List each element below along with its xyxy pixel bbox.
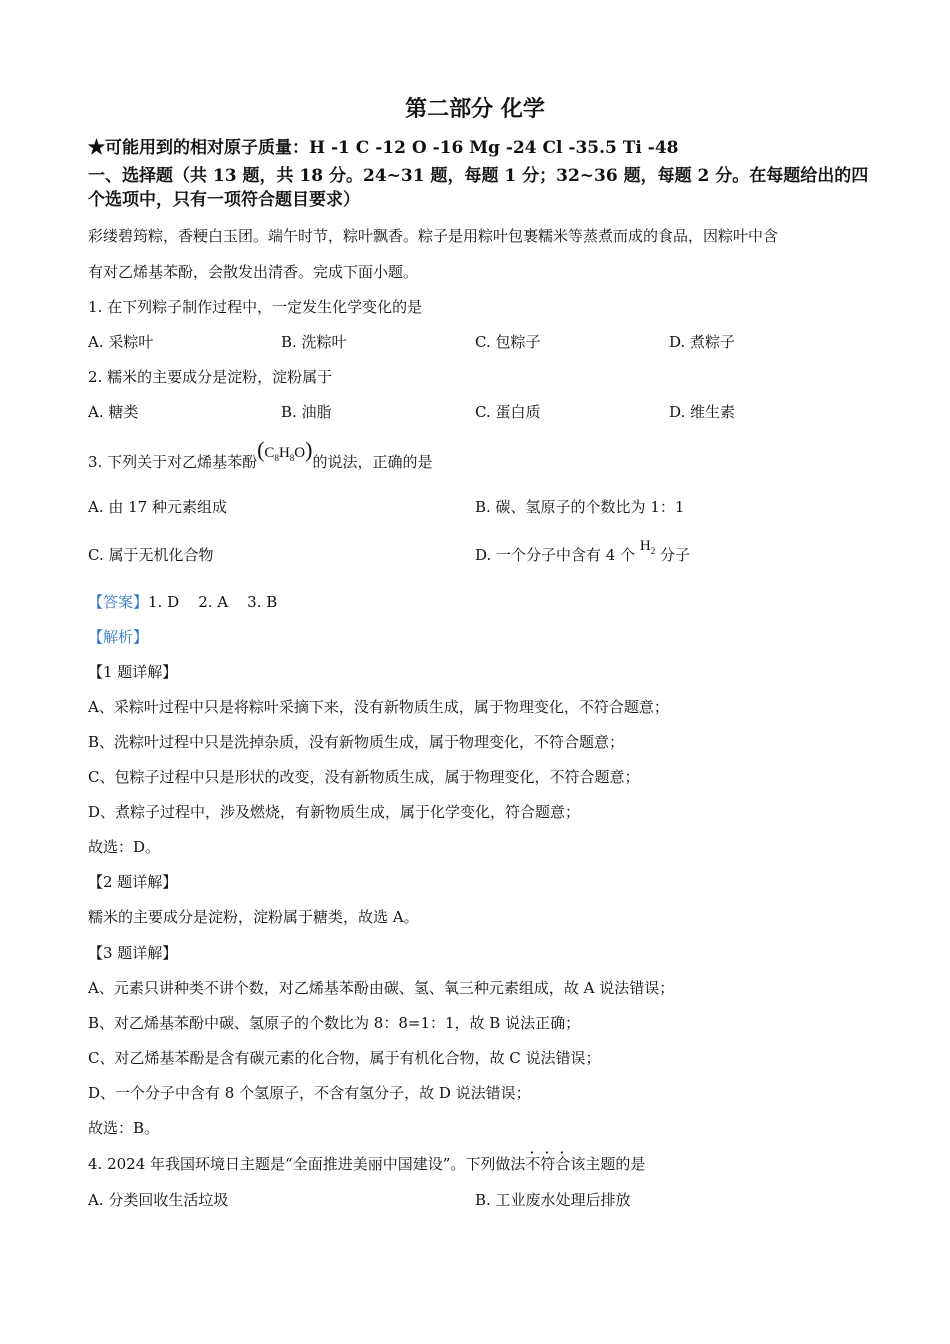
- passage-line-1: 彩缕碧筠粽，香粳白玉团。端午时节，粽叶飘香。粽子是用粽叶包裹糯米等蒸煮而成的食品，因粽叶中含: [88, 227, 779, 245]
- analysis-label: 【解析】: [88, 628, 149, 646]
- detail1-line: D、煮粽子过程中，涉及燃烧，有新物质生成，属于化学变化，符合题意；: [88, 803, 581, 821]
- detail1-line: 故选：D。: [88, 838, 161, 856]
- detail3-line: B、对乙烯基苯酚中碳、氢原子的个数比为 8：8=1：1，故 B 说法正确；: [88, 1014, 581, 1032]
- q2-option-d: D. 维生素: [669, 403, 736, 421]
- answer-label: 【答案】: [88, 593, 149, 611]
- q3-option-d: D. 一个分子中含有 4 个 $H_2$ 分子: [475, 538, 691, 564]
- q2-stem: 2. 糯米的主要成分是淀粉，淀粉属于: [88, 368, 333, 386]
- answer-line: [88, 592, 870, 612]
- q2-option-a: A. 糖类: [88, 403, 139, 421]
- q3-option-b: B. 碳、氢原子的个数比为 1：1: [475, 498, 685, 516]
- detail1-line: A、采粽叶过程中只是将粽叶采摘下来，没有新物质生成，属于物理变化，不符合题意；: [88, 698, 669, 716]
- q1-option-d: D. 煮粽子: [669, 333, 736, 351]
- q3-stem-before: 3. 下列关于对乙烯基苯酚: [88, 453, 258, 471]
- detail1-line: B、洗粽叶过程中只是洗掉杂质，没有新物质生成，属于物理变化，不符合题意；: [88, 733, 625, 751]
- q1-option-b: B. 洗粽叶: [281, 333, 347, 351]
- detail3-line: 故选：B。: [88, 1119, 160, 1137]
- detail3-line: A、元素只讲种类不讲个数，对乙烯基苯酚由碳、氢、氧三种元素组成，故 A 说法错误；: [88, 979, 675, 997]
- q1-option-a: A. 采粽叶: [88, 333, 154, 351]
- detail3-line: D、一个分子中含有 8 个氢原子，不含有氢分子，故 D 说法错误；: [88, 1084, 531, 1102]
- detail1-line: C、包粽子过程中只是形状的改变，没有新物质生成，属于物理变化，不符合题意；: [88, 768, 640, 786]
- q3-formula: $(C_8H_8O)$: [257, 437, 313, 463]
- emphasis-char: 符: [540, 1155, 556, 1173]
- atomic-mass-line: ★可能用到的相对原子质量：H -1 C -12 O -16 Mg -24 Cl -35.5 Ti -48: [88, 138, 679, 158]
- page-title: 第二部分 化学: [405, 96, 545, 122]
- q4-option-b: B. 工业废水处理后排放: [475, 1191, 631, 1209]
- detail1-label: 【1 题详解】: [88, 663, 178, 681]
- section-heading: 一、选择题（共 13 题，共 18 分。24~31 题，每题 1 分；32~36 题，每题 2 分。在每题给出的四个选项中，只有一项符合题目要求）: [88, 166, 869, 210]
- emphasis-char: 不: [525, 1155, 541, 1173]
- q1-stem: 1. 在下列粽子制作过程中，一定发生化学变化的是: [88, 298, 423, 316]
- q2-option-b: B. 油脂: [281, 403, 332, 421]
- detail2-line: 糯米的主要成分是淀粉，淀粉属于糖类，故选 A。: [88, 908, 419, 926]
- q4-option-a: A. 分类回收生活垃圾: [88, 1191, 229, 1209]
- detail3-label: 【3 题详解】: [88, 944, 178, 962]
- detail2-label: 【2 题详解】: [88, 873, 178, 891]
- q4-stem: 4. 2024 年我国环境日主题是“全面推进美丽中国建设”。下列做法不符合该主题的是: [88, 1155, 646, 1173]
- q2-option-c: C. 蛋白质: [475, 403, 541, 421]
- passage-line-2: 有对乙烯基苯酚，会散发出清香。完成下面小题。: [88, 263, 419, 281]
- q1-option-c: C. 包粽子: [475, 333, 541, 351]
- q3-stem-after: 的说法，正确的是: [312, 453, 433, 471]
- h2-formula: $H_2$: [639, 538, 656, 556]
- q3-stem: [88, 437, 870, 478]
- answer-text: 1. D 2. A 3. B: [148, 593, 278, 611]
- q3-option-c: C. 属于无机化合物: [88, 546, 214, 564]
- q3-option-a: A. 由 17 种元素组成: [88, 498, 227, 516]
- emphasis-char: 合: [555, 1155, 571, 1173]
- detail3-line: C、对乙烯基苯酚是含有碳元素的化合物，属于有机化合物，故 C 说法错误；: [88, 1049, 601, 1067]
